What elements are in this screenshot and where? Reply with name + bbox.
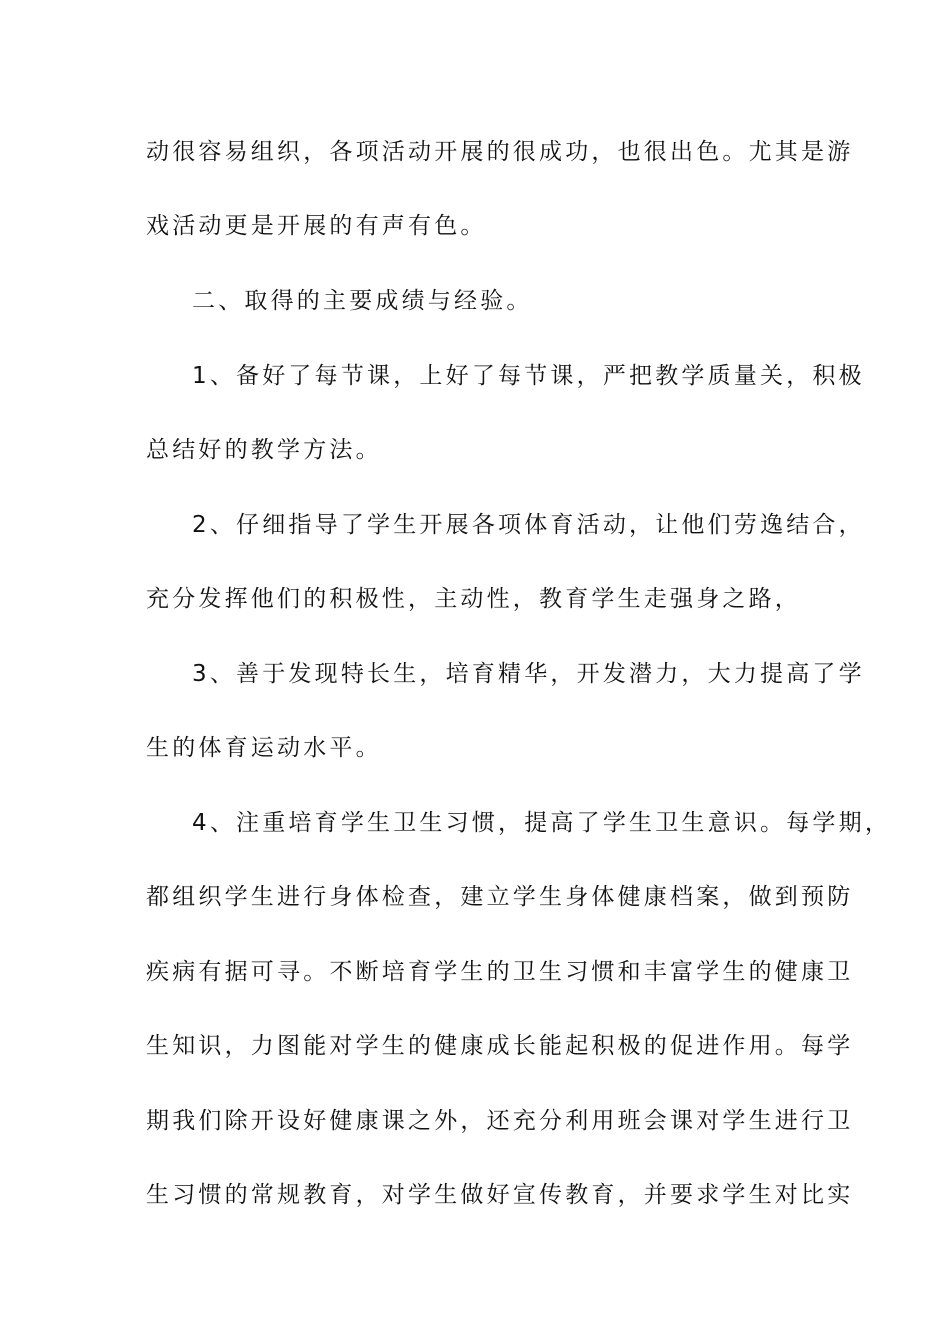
text-line: 生知识，力图能对学生的健康成长能起积极的促进作用。每学 — [146, 1033, 854, 1059]
section-heading: 二、取得的主要成绩与经验。 — [192, 288, 533, 314]
text-line: 生习惯的常规教育，对学生做好宣传教育，并要求学生对比实 — [146, 1182, 854, 1208]
text-line: 3、善于发现特长生，培育精华，开发潜力，大力提高了学 — [192, 661, 865, 687]
text-line: 期我们除开设好健康课之外，还充分利用班会课对学生进行卫 — [146, 1108, 854, 1134]
text-line: 生的体育运动水平。 — [146, 735, 382, 761]
text-line: 1、备好了每节课，上好了每节课，严把教学质量关，积极 — [192, 363, 865, 389]
text-line: 动很容易组织，各项活动开展的很成功，也很出色。尤其是游 — [146, 139, 854, 165]
text-line: 2、仔细指导了学生开展各项体育活动，让他们劳逸结合， — [192, 512, 865, 538]
text-line: 总结好的教学方法。 — [146, 437, 382, 463]
text-line: 疾病有据可寻。不断培育学生的卫生习惯和丰富学生的健康卫 — [146, 959, 854, 985]
text-line: 都组织学生进行身体检查，建立学生身体健康档案，做到预防 — [146, 884, 854, 910]
text-line: 充分发挥他们的积极性，主动性，教育学生走强身之路， — [146, 586, 801, 612]
text-line: 4、注重培育学生卫生习惯，提高了学生卫生意识。每学期， — [192, 810, 892, 836]
text-line: 戏活动更是开展的有声有色。 — [146, 213, 487, 239]
